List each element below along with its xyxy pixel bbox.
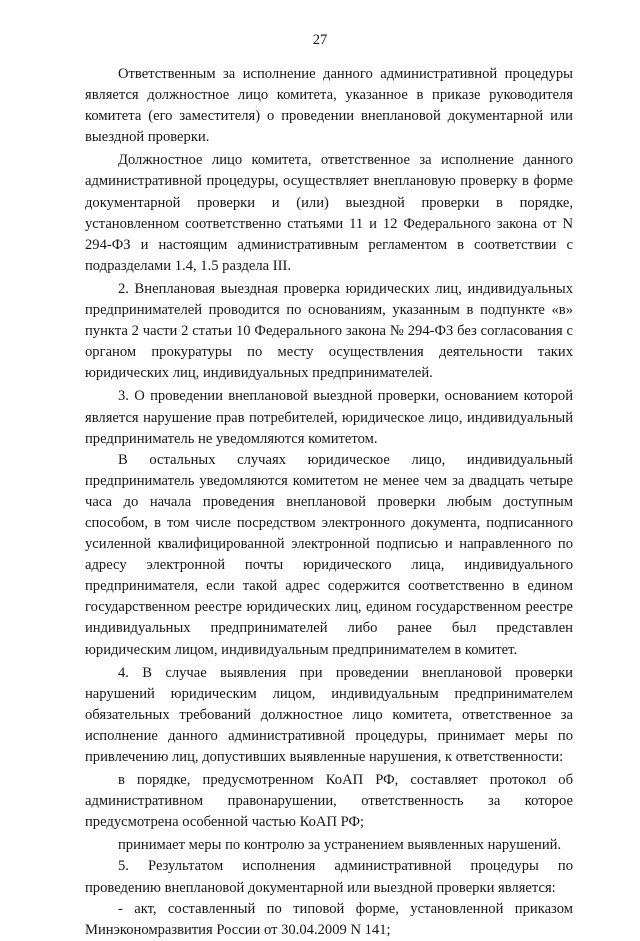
paragraph-item-5: 5. Результатом исполнения административной процедуры по проведению внеплановой документарной или выездной проверки является: xyxy=(85,858,573,896)
paragraph-item-3: 3. О проведении внеплановой выездной проверки, основанием которой является нарушение прав потребителей, юридическое лицо, индивидуальный предприниматель не уведомляются комитетом. xyxy=(85,388,573,447)
paragraph-protocol: в порядке, предусмотренном КоАП РФ, составляет протокол об административном правонарушении, ответственность за которое предусмотрена особенной частью КоАП РФ; xyxy=(85,772,573,831)
paragraph-act: - акт, составленный по типовой форме, установленной приказом Минэкономразвития России от 30.04.2009 N 141; xyxy=(85,900,573,938)
paragraph-item-2: 2. Внеплановая выездная проверка юридических лиц, индивидуальных предпринимателей проводится по основаниям, указанным в подпункте «в» пункта 2 части 2 статьи 10 Федерального закона № 294-ФЗ без согласования с органом прокуратуры по месту осуществления деятельности таких юридических лиц, индивидуальных предпринимателей. xyxy=(85,280,573,382)
paragraph-notification: В остальных случаях юридическое лицо, индивидуальный предприниматель уведомляются комитетом не менее чем за двадцать четыре часа до начала проведения внеплановой проверки любым доступным способом, в том числе посредством электронного документа, подписанного усиленной квалифицированной электронной подписью и направленного по адресу электронной почты юридического лица, индивидуального предпринимателя, если такой адрес содержится соответственно в едином государственном реестре юридических лиц, едином государственном реестре индивидуальных предпринимателей либо ранее был представлен юридическим лицом, индивидуальным предпринимателем в комитет. xyxy=(85,451,573,658)
paragraph-responsible-person: Ответственным за исполнение данного административной процедуры является должностное лицо комитета, указанное в приказе руководителя комитета (его заместителя) о проведении внеплановой документарной или выездной проверки. xyxy=(85,66,573,146)
paragraph-inspection-procedure: Должностное лицо комитета, ответственное за исполнение данного административной процедуры, осуществляет внеплановую проверку в форме документарной проверки и (или) выездной проверки в порядке, установленном соответственно статьями 11 и 12 Федерального закона от N 294-ФЗ и настоящим административным регламентом в соответствии с подразделами 1.4, 1.5 раздела III. xyxy=(85,152,573,274)
paragraph-control-measures: принимает меры по контролю за устранением выявленных нарушений. xyxy=(118,837,562,854)
paragraph-item-4: 4. В случае выявления при проведении внеплановой проверки нарушений юридическим лицом, индивидуальным предпринимателем обязательных требований должностное лицо комитета, ответственное за исполнение данного административной процедуры, принимает меры по привлечению лиц, допустивших выявленные нарушения, к ответственности: xyxy=(85,664,573,765)
page-number: 27 xyxy=(312,32,328,48)
document-body xyxy=(85,64,573,941)
